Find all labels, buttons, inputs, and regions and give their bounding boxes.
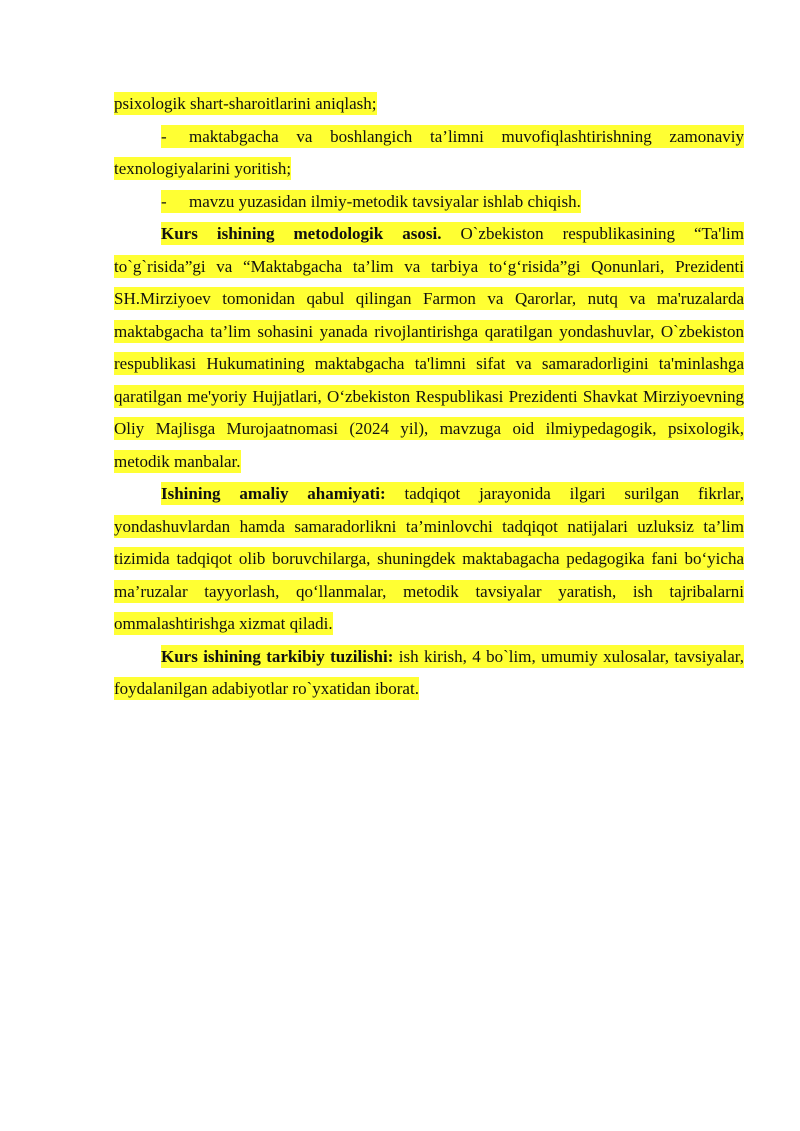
paragraph-text: tadqiqot jarayonida ilgari surilgan fikrlar, yondashuvlardan hamda samaradorlikni ta’minlovchi tadqiqot natijalari uzluksiz ta’lim tizimida tadqiqot olib boruvchilarga, shuningdek maktabagacha pedagogika fani bo‘yicha ma’ruzalar tayyorlash, qo‘llanmalar, metodik tavsiyalar yaratish, ish tajribalarni ommalashtirishga xizmat qiladi.	[114, 484, 744, 633]
paragraph-text: ish kirish, 4 bo`lim, umumiy xulosalar, tavsiyalar, foydalanilgan adabiyotlar ro`yxatidan iborat.	[114, 646, 744, 698]
bullet-text: maktabgacha va boshlangich ta’limni muvofiqlashtirishning zamonaviy texnologiyalarini yoritish;	[114, 126, 744, 178]
paragraph-heading: Kurs ishining metodologik asosi.	[161, 224, 442, 243]
bullet-dash: -	[161, 126, 167, 146]
highlighted-text	[114, 125, 744, 181]
document-body	[114, 88, 744, 706]
paragraph-heading: Kurs ishining tarkibiy tuzilishi:	[161, 646, 394, 666]
highlighted-text: psixologik shart-sharoitlarini aniqlash;	[114, 94, 377, 113]
paragraph-practical-significance	[114, 478, 744, 641]
highlighted-text	[114, 222, 744, 473]
bullet-dash: -	[161, 191, 167, 211]
highlighted-text	[114, 645, 744, 701]
bullet-item	[114, 186, 744, 219]
paragraph-continuation	[114, 88, 744, 121]
highlighted-text	[114, 482, 744, 635]
paragraph-heading: Ishining amaliy ahamiyati:	[161, 484, 386, 503]
bullet-text: mavzu yuzasidan ilmiy-metodik tavsiyalar ishlab chiqish.	[189, 191, 581, 211]
paragraph-text: O`zbekiston respublikasining “Ta'lim to`g`risida”gi va “Maktabgacha ta’lim va tarbiya to‘g‘risida”gi Qonunlari, Prezidenti SH.Mirziyoev tomonidan qabul qilingan Farmon va Qarorlar, nutq va ma'ruzalarda maktabgacha ta’lim sohasini yanada rivojlantirishga qaratilgan yondashuvlar, O`zbekiston respublikasi Hukumatining maktabgacha ta'limni sifat va samaradorligini ta'minlashga qaratilgan me'yoriy Hujjatlari, O‘zbekiston Respublikasi Prezidenti Shavkat Mirziyoevning Oliy Majlisga Murojaatnomasi (2024 yil), mavzuga oid ilmiypedagogik, psixologik, metodik manbalar.	[114, 224, 744, 471]
paragraph-structure	[114, 641, 744, 706]
highlighted-text	[161, 190, 581, 213]
paragraph-methodology	[114, 218, 744, 478]
bullet-item	[114, 121, 744, 186]
